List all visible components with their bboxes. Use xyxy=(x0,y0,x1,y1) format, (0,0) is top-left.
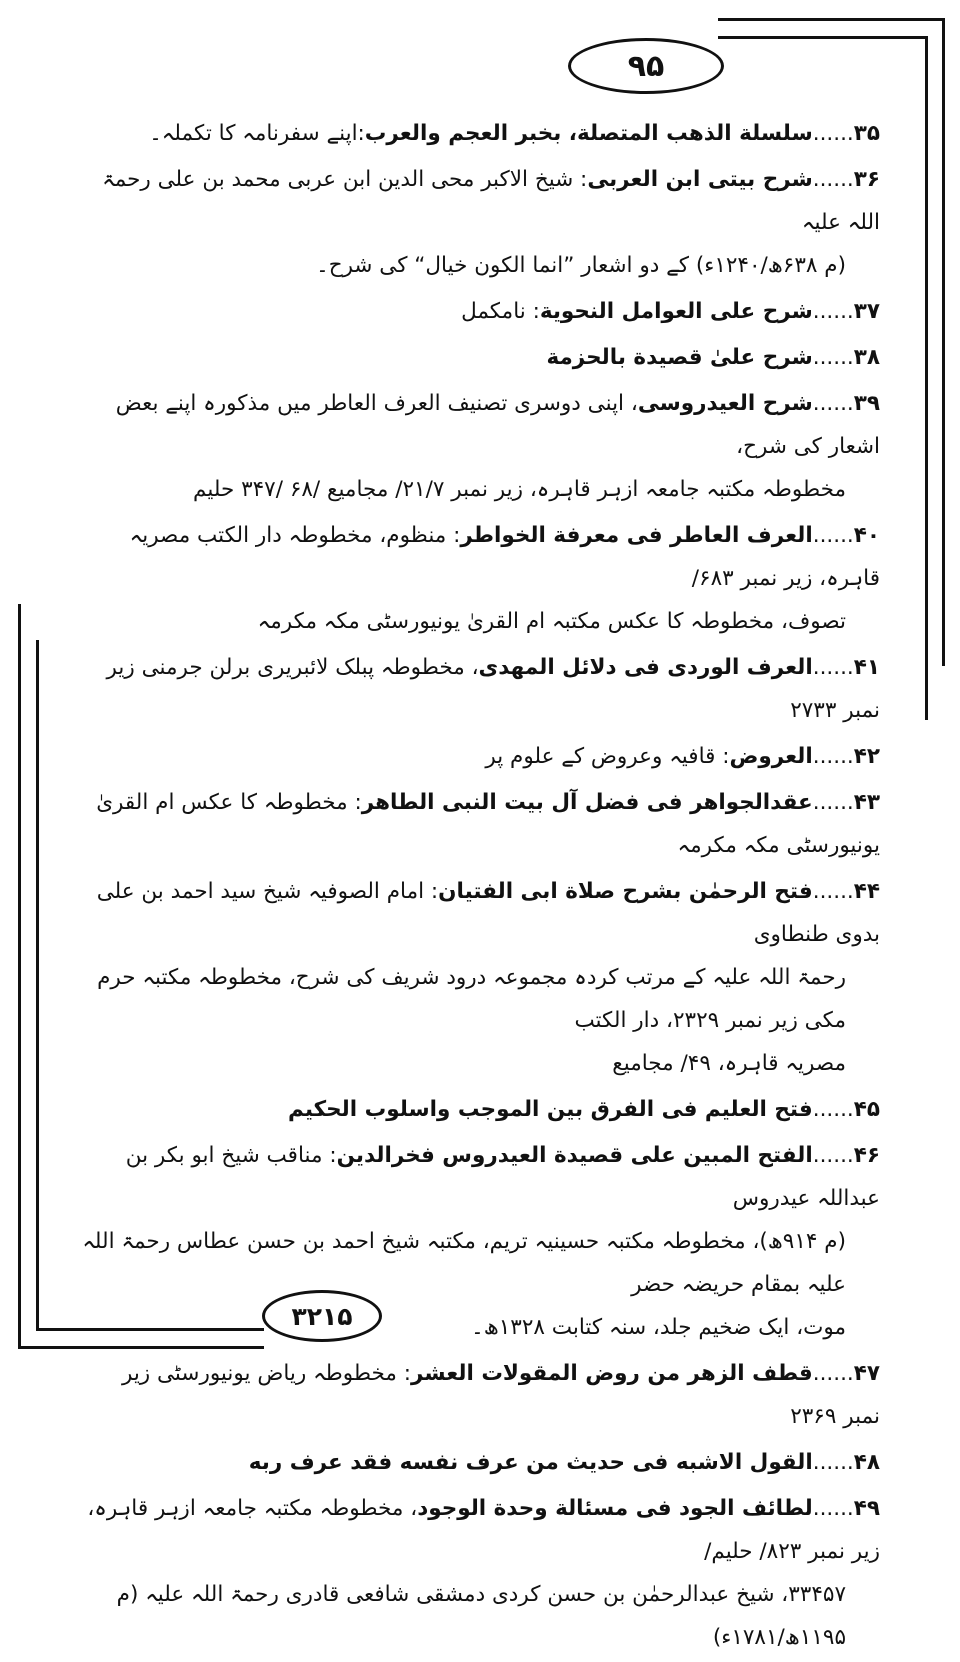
leader-dots: ...... xyxy=(812,1361,854,1386)
frame-left-outer xyxy=(18,604,21,1349)
entry-42 xyxy=(80,735,880,778)
leader-dots: ...... xyxy=(812,167,854,192)
entry-description: :اپنے سفرنامہ کا تکملہ۔ xyxy=(149,121,365,146)
entry-continuation: مصریہ قاہرہ، ۴۹/ مجامیع xyxy=(612,1051,846,1076)
leader-dots: ...... xyxy=(812,744,854,769)
frame-right-inner xyxy=(925,36,928,720)
entry-35 xyxy=(80,112,880,155)
entry-37 xyxy=(80,290,880,333)
entry-title: شرح بیتی ابن العربی xyxy=(587,167,813,192)
entry-continuation: موت، ایک ضخیم جلد، سنہ کتابت ۱۳۲۸ھ۔ xyxy=(471,1315,846,1340)
leader-dots: ...... xyxy=(812,391,854,416)
leader-dots: ...... xyxy=(812,1496,854,1521)
entry-continuation: (م ۶۳۸ھ/۱۲۴۰ء) کے دو اشعار ”انما الکون خیال“ کی شرح۔ xyxy=(316,253,846,278)
entry-44 xyxy=(80,870,880,1085)
entry-number: ۳۵ xyxy=(853,121,880,146)
entry-47 xyxy=(80,1352,880,1438)
entry-number: ۴۸ xyxy=(853,1450,880,1475)
entry-title: شرح علی العوامل النحوية xyxy=(539,299,813,324)
entry-title: قطف الزهر من روض المقولات العشر xyxy=(411,1361,813,1386)
entry-number: ۳۷ xyxy=(853,299,880,324)
entry-title: شرح علیٰ قصیدة بالحزمة xyxy=(546,345,813,370)
entry-number: ۴۵ xyxy=(853,1097,880,1122)
entry-title: عقدالجواهر فی فضل آل بیت النبی الطاهر xyxy=(361,790,813,815)
entry-title: فتح العلیم فی الفرق بین الموجب واسلوب الحکیم xyxy=(288,1097,813,1122)
leader-dots: ...... xyxy=(812,523,854,548)
leader-dots: ...... xyxy=(812,655,854,680)
entry-description: ، اپنی دوسری تصنیف العرف العاطر میں مذکورہ اپنے بعض اشعار کی شرح، xyxy=(115,391,880,459)
entry-description: : مخطوطہ ریاض یونیورسٹی زیر نمبر ۲۳۶۹ xyxy=(121,1361,880,1429)
entry-41 xyxy=(80,646,880,732)
entry-49 xyxy=(80,1487,880,1659)
entry-43 xyxy=(80,781,880,867)
leader-dots: ...... xyxy=(812,345,854,370)
entry-40 xyxy=(80,514,880,643)
frame-left-inner xyxy=(36,640,39,1330)
leader-dots: ...... xyxy=(812,121,854,146)
entry-continuation: تصوف، مخطوطہ کا عکس مکتبہ ام القریٰ یونیورسٹی مکہ مکرمہ xyxy=(257,609,846,634)
entry-continuation: ۳۳۴۵۷، شیخ عبدالرحمٰن بن حسن کردی دمشقی شافعی قادری رحمۃ اللہ علیہ (م ۱۱۹۵ھ/۱۷۸۱ء) xyxy=(116,1582,846,1650)
entry-number: ۴۶ xyxy=(853,1143,880,1168)
entry-number: ۴۷ xyxy=(853,1361,880,1386)
page-number: ۹۵ xyxy=(627,48,665,84)
entry-38 xyxy=(80,336,880,379)
frame-top-inner xyxy=(718,36,927,39)
entry-continuation: (م ۹۱۴ھ)، مخطوطہ مکتبہ حسینیہ تریم، مکتبہ شیخ احمد بن حسن عطاس رحمۃ اللہ علیہ بمقام حریضہ حضر xyxy=(82,1229,846,1297)
leader-dots: ...... xyxy=(812,1450,854,1475)
entry-description: ، مخطوطہ پبلک لائبریری برلن جرمنی زیر نمبر ۲۷۳۳ xyxy=(106,655,880,723)
leader-dots: ...... xyxy=(812,299,854,324)
entry-description: : مخطوطہ کا عکس ام القریٰ یونیورسٹی مکہ مکرمہ xyxy=(96,790,880,858)
entry-description: : شیخ الاکبر محی الدین ابن عربی محمد بن علی رحمۃ اللہ علیہ xyxy=(102,167,880,235)
leader-dots: ...... xyxy=(812,1097,854,1122)
entry-description: ، مخطوطہ مکتبہ جامعہ ازہر قاہرہ، زیر نمبر ۸۲۳/ حلیم/ xyxy=(87,1496,880,1564)
entry-number: ۴۰ xyxy=(853,523,880,548)
entry-description: : مناقب شیخ ابو بکر بن عبداللہ عیدروس xyxy=(125,1143,880,1211)
entry-36 xyxy=(80,158,880,287)
entry-description: : منظوم، مخطوطہ دار الکتب مصریہ قاہرہ، زیر نمبر ۶۸۳/ xyxy=(129,523,880,591)
entry-number: ۴۹ xyxy=(853,1496,880,1521)
entry-title: العرف الوردی فی دلائل المهدی xyxy=(478,655,813,680)
entry-title: العرف العاطر فی معرفة الخواطر xyxy=(460,523,813,548)
frame-top-outer xyxy=(718,18,944,21)
entry-continuation: رحمۃ اللہ علیہ کے مرتب کردہ مجموعہ درود شریف کی شرح، مخطوطہ مکتبہ حرم مکی زیر نمبر ۲۳۲۹، دار الکتب xyxy=(97,965,846,1033)
entry-number: ۴۲ xyxy=(853,744,880,769)
entry-description: : امام الصوفیہ شیخ سید احمد بن علی بدوی طنطاوی xyxy=(96,879,880,947)
entry-48 xyxy=(80,1441,880,1484)
frame-right-outer xyxy=(942,18,945,666)
entry-39 xyxy=(80,382,880,511)
entry-number: ۴۱ xyxy=(853,655,880,680)
entry-number: ۳۹ xyxy=(853,391,880,416)
entry-number: ۴۳ xyxy=(853,790,880,815)
book-page-number: ۳۲۱۵ xyxy=(291,1301,353,1331)
entry-title: شرح العیدروسی xyxy=(637,391,813,416)
entry-continuation: مخطوطہ مکتبہ جامعہ ازہر قاہرہ، زیر نمبر ۲۱/۷/ مجامیع /۶۸ /۳۴۷ حلیم xyxy=(193,477,846,502)
leader-dots: ...... xyxy=(812,790,854,815)
entry-number: ۴۴ xyxy=(853,879,880,904)
entry-list xyxy=(80,112,880,1662)
entry-description: : نامکمل xyxy=(461,299,540,324)
entry-title: العروض xyxy=(729,744,813,769)
entry-number: ۳۶ xyxy=(853,167,880,192)
leader-dots: ...... xyxy=(812,1143,854,1168)
entry-title: الفتح المبین علی قصیدة العیدروس فخرالدین xyxy=(336,1143,813,1168)
book-page-badge xyxy=(262,1290,382,1342)
entry-46 xyxy=(80,1134,880,1349)
entry-title: القول الاشبه فی حدیث من عرف نفسه فقد عرف ربه xyxy=(248,1450,813,1475)
entry-title: فتح الرحمٰن بشرح صلاة ابی الفتیان xyxy=(438,879,813,904)
entry-45 xyxy=(80,1088,880,1131)
page-number-badge xyxy=(568,38,724,94)
entry-title: سلسلة الذهب المتصلة، بخبر العجم والعرب xyxy=(364,121,813,146)
leader-dots: ...... xyxy=(812,879,854,904)
entry-description: : قافیہ وعروض کے علوم پر xyxy=(485,744,730,769)
entry-title: لطائف الجود فی مسئالة وحدة الوجود xyxy=(417,1496,813,1521)
entry-number: ۳۸ xyxy=(853,345,880,370)
